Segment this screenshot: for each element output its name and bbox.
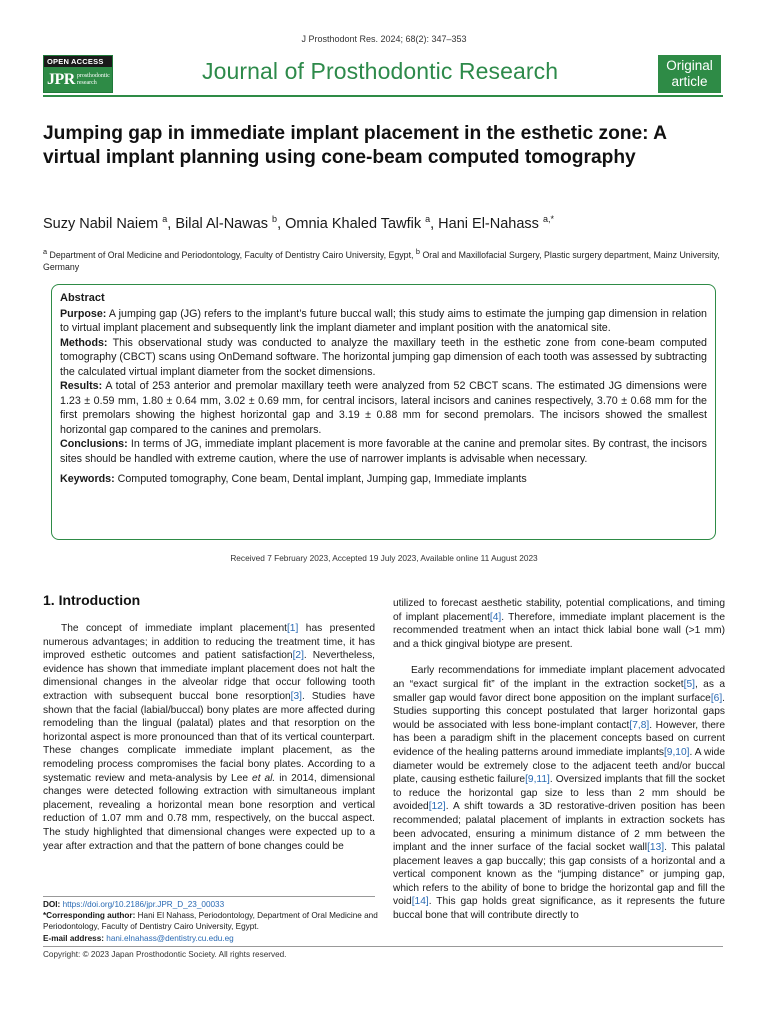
copyright-notice: Copyright: © 2023 Japan Prosthodontic Society. All rights reserved. [43, 950, 287, 959]
author-affiliation-marker: a [425, 214, 431, 224]
journal-citation: J Prosthodont Res. 2024; 68(2): 347–353 [301, 34, 467, 44]
jpr-logo [43, 55, 113, 93]
keywords-text: Computed tomography, Cone beam, Dental implant, Jumping gap, Immediate implants [117, 473, 527, 485]
abstract-heading: Abstract [60, 292, 105, 304]
affiliation-b: Oral and Maxillofacial Surgery, Plastic surgery department, Mainz University, Germany [43, 249, 720, 272]
logo-mark [44, 67, 112, 92]
reference-link[interactable]: [2] [292, 650, 304, 662]
reference-link[interactable]: [9,11] [525, 774, 550, 786]
italic-text: et al. [252, 772, 276, 784]
intro-paragraph-2: utilized to forecast aesthetic stability, potential complications, and timing of implant placement[4]. Therefore, immediate implant placement is the recommended treatment when an intact thick labial bone wall (>1 mm) and a thick gingival biotype are present. [393, 598, 725, 650]
badge-line-1: Original [666, 58, 713, 73]
conclusions-label: Conclusions: [60, 438, 128, 450]
methods-text: This observational study was conducted to analyze the maxillary teeth in the esthetic zone from cone-beam computed tomography (CBCT) scans using OnDemand software. The horizontal jumping gap dimension of each tooth was assessed by subtracting the calculated virtual implant diameter from the socket dimensions. [60, 336, 707, 378]
corresponding-author [43, 910, 383, 932]
reference-link[interactable]: [12] [428, 801, 446, 813]
results-text: A total of 253 anterior and premolar maxillary teeth were analyzed from 52 CBCT scans. The estimated JG dimensions were 1.23 ± 0.59 mm, 1.80 ± 0.64 mm, 3.02 ± 0.69 mm, for central incisors, lateral incisors and canines respectively, 3.70 ± 0.68 mm for the first premolars showing the highest horizontal gap and 3.19 ± 0.88 mm for second premolars. The incisors showed the smallest horizontal gap compared to the canines and premolars. [60, 380, 707, 436]
affiliations [43, 246, 723, 273]
keywords-label: Keywords: [60, 473, 115, 485]
reference-link[interactable]: [7,8] [629, 719, 650, 731]
paragraph-gap [393, 651, 725, 664]
logo-sub-text [77, 73, 110, 86]
article-type-badge [658, 55, 721, 93]
abstract-keywords [60, 472, 707, 487]
received-dates: Received 7 February 2023, Accepted 19 July 2023, Available online 11 August 2023 [230, 553, 538, 563]
footer-rule [43, 946, 723, 947]
corresponding-text: Hani El Nahass, Periodontology, Department of Oral Medicine and Periodontology, Faculty of Dentistry Cairo University, Egypt. [43, 911, 378, 932]
reference-link[interactable]: [3] [290, 690, 302, 702]
reference-link[interactable]: [1] [286, 623, 299, 634]
open-access-label: OPEN ACCESS [44, 56, 112, 67]
methods-label: Methods: [60, 336, 108, 349]
results-label: Results: [60, 380, 103, 392]
author-name: Hani El-Nahass $^{a,*}$ [438, 214, 554, 232]
article-title: Jumping gap in immediate implant placement in the esthetic zone: A virtual implant planning using cone-beam computed tomography [43, 123, 667, 168]
doi-label: DOI: [43, 900, 61, 909]
left-column [43, 622, 375, 853]
purpose-label: Purpose: [60, 307, 107, 320]
footnotes [43, 899, 383, 944]
affiliation-a-marker: a [43, 247, 48, 256]
journal-name: Journal of Prosthodontic Research [202, 58, 559, 84]
right-column [393, 597, 725, 923]
reference-link[interactable]: [6] [710, 692, 723, 704]
affiliation-a: Department of Oral Medicine and Periodontology, Faculty of Dentistry Cairo University, Egypt, [49, 249, 414, 260]
header-rule [43, 95, 723, 97]
reference-link[interactable]: [4] [489, 611, 502, 623]
abstract-methods [60, 336, 707, 380]
doi-link[interactable]: https://doi.org/10.2186/jpr.JPR_D_23_00033 [62, 900, 225, 909]
author-list: Suzy Nabil Naiem $^a$, Bilal Al-Nawas $^b$, Omnia Khaled Tawfik $^a$, Hani El-Nahass $^{a,*}$ [43, 214, 554, 232]
doi-line [43, 899, 383, 910]
abstract-results [60, 379, 707, 437]
author-affiliation-marker: b [272, 214, 278, 224]
logo-jpr-text: JPR [47, 70, 75, 88]
abstract-conclusions [60, 437, 707, 466]
author-name: Suzy Nabil Naiem $^a$ [43, 214, 168, 232]
badge-line-2: article [671, 73, 708, 89]
reference-link[interactable]: [5] [683, 678, 695, 690]
author-affiliation-marker: a [162, 214, 168, 224]
conclusions-text: In terms of JG, immediate implant placement is more favorable at the canine and premolar sites. By contrast, the incisors sites should be handled with extreme caution, where the use of narrower implants is advisable when necessary. [60, 438, 707, 465]
email-label: E-mail address: [43, 933, 104, 943]
intro-paragraph-1: The concept of immediate implant placement[1] has presented numerous advantages; in addition to reducing the treatment time, it has improved esthetic outcomes and patient satisfaction[2]. Nevertheless, evidence has shown that immediate implant placement does not halt the dimensional changes in the alveolar ridge that occur following tooth extraction with subsequent buccal bone resorption[3]. Studies have shown that the facial (labial/buccal) bony plates are more affected during remodeling than the lingual (palatal) plates and that resorption on the horizontal aspect is more pronounced than that of its vertical counterpart. These changes complicate immediate implant placement, as the remodeling process compromises the facial bony plates. According to a systematic review and meta-analysis by Lee et al. in 2014, dimensional changes were detected following extraction with simultaneous implant placement, revealing a horizontal mean bone resorption and vertical reduction of 1.07 mm and 0.78 mm, respectively, on the buccal aspect. The study highlighted that dimensional changes were expected up to a year after extraction and that the pattern of bone changes could be [43, 623, 376, 852]
email-link[interactable]: hani.elnahass@dentistry.cu.edu.eg [106, 933, 234, 943]
logo-sub-line-1: prosthodontic [76, 73, 110, 79]
section-heading-introduction: 1. Introduction [43, 592, 141, 608]
author-name: Bilal Al-Nawas $^b$ [175, 214, 278, 232]
footnote-rule [43, 896, 375, 897]
author-affiliation-marker: a,* [542, 214, 554, 224]
logo-sub-line-2: research [76, 79, 97, 86]
corresponding-label: *Corresponding author: [43, 911, 136, 921]
email-line [43, 933, 383, 944]
abstract-box [51, 284, 716, 540]
author-name: Omnia Khaled Tawfik $^a$ [285, 214, 431, 232]
affiliation-b-marker: b [415, 247, 420, 256]
purpose-text: A jumping gap (JG) refers to the implant’s future buccal wall; this study aims to estimate the jumping gap dimension in relation to virtual implant placement and subsequently link the implant diameter and implant position with the anatomical site. [60, 307, 707, 334]
reference-link[interactable]: [13] [647, 842, 665, 854]
reference-link[interactable]: [14] [411, 896, 429, 908]
reference-link[interactable]: [9,10] [663, 746, 690, 758]
abstract-purpose [60, 307, 707, 336]
intro-paragraph-3: Early recommendations for immediate implant placement advocated an “exact surgical fit” of the implant in the extraction socket[5], as a smaller gap would favor direct bone apposition on the implant surface[6]. Studies supporting this concept postulated that larger horizontal gaps would be associated with less bone-implant contact[7,8]. However, there has been a paradigm shift in the placement concepts based on current evidence of the healing patterns around immediate implants[9,10]. A wide diameter would be extremely close to the adjacent teeth and/or buccal plate, causing esthetic failure[9,11]. Oversized implants that fill the socket to reduce the horizontal gap size to less than 2 mm should be avoided[12]. A shift towards a 3D restorative-driven position has been recommended; palatal placement of implants in extraction sockets has been advocated, ensuring a minimum distance of 2 mm between the implant and the inner surface of the facial socket wall[13]. This palatal placement leaves a gap buccally; this gap consists of a horizontal and a vertical component known as the “jumping distance” or jumping gap, which refers to the ability of bone to bridge the horizontal gap and fill the void[14]. This gap holds great significance, as it represents the future buccal bone that will contribute directly to [393, 665, 726, 922]
